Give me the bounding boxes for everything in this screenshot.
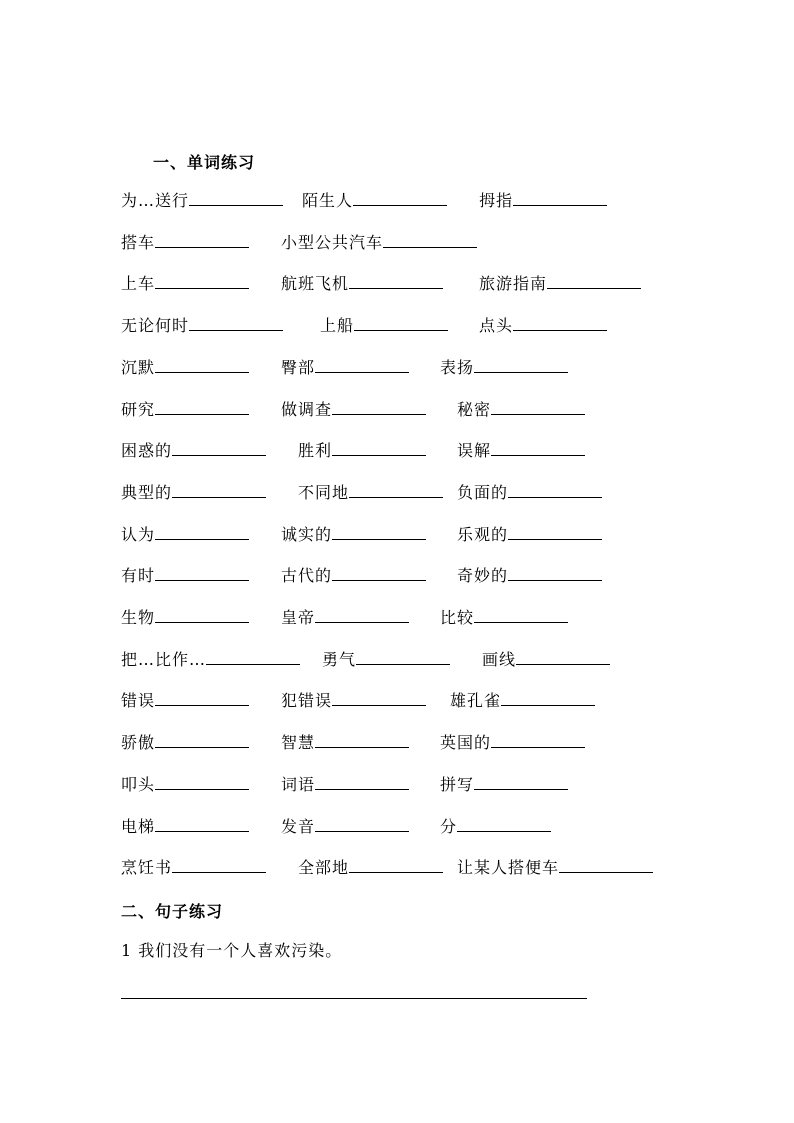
vocabulary-item — [440, 774, 568, 796]
vocabulary-item — [281, 273, 443, 295]
vocabulary-item — [457, 857, 653, 879]
vocabulary-word: 拼写 — [440, 775, 475, 794]
answer-blank[interactable] — [332, 400, 426, 415]
sentence-answer-line[interactable] — [121, 998, 587, 999]
vocabulary-word: 叩头 — [121, 775, 156, 794]
vocabulary-word: 比较 — [440, 608, 475, 627]
vocabulary-item — [281, 774, 409, 796]
vocabulary-word: 研究 — [121, 400, 156, 419]
vocabulary-item — [440, 357, 568, 379]
vocabulary-row — [0, 273, 794, 295]
vocabulary-word: 有时 — [121, 566, 156, 585]
answer-blank[interactable] — [155, 233, 249, 248]
vocabulary-word: 航班飞机 — [281, 274, 350, 293]
vocabulary-word: 奇妙的 — [457, 566, 509, 585]
answer-blank[interactable] — [155, 358, 249, 373]
vocabulary-word: 古代的 — [281, 566, 333, 585]
answer-blank[interactable] — [155, 525, 249, 540]
answer-blank[interactable] — [155, 733, 249, 748]
vocabulary-row — [0, 565, 794, 587]
answer-blank[interactable] — [155, 566, 249, 581]
vocabulary-word: 做调查 — [281, 400, 333, 419]
sentence-item — [121, 940, 342, 962]
answer-blank[interactable] — [155, 691, 249, 706]
vocabulary-item — [302, 190, 447, 212]
answer-blank[interactable] — [172, 483, 266, 498]
vocabulary-item — [320, 315, 448, 337]
answer-blank[interactable] — [356, 650, 450, 665]
vocabulary-word: 陌生人 — [302, 191, 354, 210]
vocabulary-word: 诚实的 — [281, 525, 333, 544]
vocabulary-word: 胜利 — [298, 441, 333, 460]
vocabulary-item — [479, 273, 641, 295]
vocabulary-row — [0, 649, 794, 671]
answer-blank[interactable] — [155, 608, 249, 623]
vocabulary-word: 表扬 — [440, 358, 475, 377]
answer-blank[interactable] — [491, 400, 585, 415]
vocabulary-item — [121, 857, 266, 879]
vocabulary-word: 把…比作… — [121, 650, 207, 669]
answer-blank[interactable] — [332, 525, 426, 540]
vocabulary-item — [121, 315, 283, 337]
vocabulary-item — [281, 816, 409, 838]
vocabulary-word: 皇帝 — [281, 608, 316, 627]
vocabulary-row — [0, 607, 794, 629]
vocabulary-item — [298, 857, 443, 879]
vocabulary-word: 骄傲 — [121, 733, 156, 752]
answer-blank[interactable] — [315, 608, 409, 623]
answer-blank[interactable] — [559, 858, 653, 873]
vocabulary-word: 误解 — [457, 441, 492, 460]
vocabulary-item — [457, 565, 602, 587]
answer-blank[interactable] — [353, 191, 447, 206]
vocabulary-item — [457, 399, 585, 421]
vocabulary-row — [0, 482, 794, 504]
answer-blank[interactable] — [547, 274, 641, 289]
answer-blank[interactable] — [474, 358, 568, 373]
answer-blank[interactable] — [315, 775, 409, 790]
vocabulary-item — [457, 482, 602, 504]
answer-blank[interactable] — [491, 441, 585, 456]
vocabulary-row — [0, 357, 794, 379]
answer-blank[interactable] — [155, 274, 249, 289]
vocabulary-item — [281, 732, 409, 754]
vocabulary-word: 勇气 — [322, 650, 357, 669]
answer-blank[interactable] — [315, 358, 409, 373]
vocabulary-word: 错误 — [121, 691, 156, 710]
vocabulary-row — [0, 524, 794, 546]
answer-blank[interactable] — [474, 775, 568, 790]
vocabulary-item — [121, 399, 249, 421]
answer-blank[interactable] — [508, 566, 602, 581]
answer-blank[interactable] — [206, 650, 300, 665]
vocabulary-item — [281, 399, 426, 421]
vocabulary-item — [281, 690, 426, 712]
answer-blank[interactable] — [189, 316, 283, 331]
sentence-text: 我们没有一个人喜欢污染。 — [138, 941, 343, 960]
vocabulary-item — [440, 607, 568, 629]
vocabulary-item — [281, 232, 477, 254]
vocabulary-word: 让某人搭便车 — [457, 858, 560, 877]
vocabulary-word: 拇指 — [479, 191, 514, 210]
vocabulary-word: 乐观的 — [457, 525, 509, 544]
vocabulary-row — [0, 857, 794, 879]
section-title-vocabulary: 一、单词练习 — [153, 153, 256, 172]
answer-blank[interactable] — [172, 441, 266, 456]
answer-blank[interactable] — [349, 483, 443, 498]
vocabulary-word: 上车 — [121, 274, 156, 293]
vocabulary-item — [440, 732, 585, 754]
vocabulary-item — [121, 607, 249, 629]
vocabulary-item — [121, 732, 249, 754]
answer-blank[interactable] — [349, 858, 443, 873]
vocabulary-row — [0, 399, 794, 421]
answer-blank[interactable] — [474, 608, 568, 623]
vocabulary-word: 小型公共汽车 — [281, 233, 384, 252]
vocabulary-item — [121, 649, 300, 671]
vocabulary-item — [121, 190, 283, 212]
answer-blank[interactable] — [513, 191, 607, 206]
vocabulary-item — [121, 232, 249, 254]
answer-blank[interactable] — [508, 525, 602, 540]
vocabulary-word: 为…送行 — [121, 191, 190, 210]
vocabulary-item — [482, 649, 610, 671]
answer-blank[interactable] — [172, 858, 266, 873]
vocabulary-word: 点头 — [479, 316, 514, 335]
vocabulary-word: 搭车 — [121, 233, 156, 252]
answer-blank[interactable] — [513, 316, 607, 331]
answer-blank[interactable] — [491, 733, 585, 748]
vocabulary-item — [121, 482, 266, 504]
vocabulary-word: 烹饪书 — [121, 858, 173, 877]
answer-blank[interactable] — [508, 483, 602, 498]
vocabulary-word: 负面的 — [457, 483, 509, 502]
vocabulary-item — [281, 565, 426, 587]
answer-blank[interactable] — [349, 274, 443, 289]
vocabulary-word: 分 — [440, 817, 458, 836]
sentence-number: 1 — [121, 941, 133, 960]
vocabulary-item — [281, 357, 409, 379]
vocabulary-item — [121, 524, 249, 546]
vocabulary-word: 臀部 — [281, 358, 316, 377]
vocabulary-word: 雄孔雀 — [450, 691, 502, 710]
vocabulary-row — [0, 315, 794, 337]
answer-blank[interactable] — [332, 566, 426, 581]
vocabulary-item — [121, 273, 249, 295]
answer-blank[interactable] — [155, 775, 249, 790]
vocabulary-row — [0, 440, 794, 462]
vocabulary-item — [298, 440, 426, 462]
vocabulary-item — [322, 649, 450, 671]
vocabulary-word: 沉默 — [121, 358, 156, 377]
vocabulary-item — [121, 690, 249, 712]
vocabulary-item — [281, 524, 426, 546]
vocabulary-item — [457, 440, 585, 462]
vocabulary-word: 秘密 — [457, 400, 492, 419]
vocabulary-item — [281, 607, 409, 629]
vocabulary-word: 发音 — [281, 817, 316, 836]
vocabulary-word: 认为 — [121, 525, 156, 544]
vocabulary-word: 无论何时 — [121, 316, 190, 335]
vocabulary-item — [479, 315, 607, 337]
answer-blank[interactable] — [457, 817, 551, 832]
vocabulary-item — [121, 440, 266, 462]
vocabulary-word: 英国的 — [440, 733, 492, 752]
vocabulary-word: 困惑的 — [121, 441, 173, 460]
vocabulary-word: 犯错误 — [281, 691, 333, 710]
vocabulary-row — [0, 690, 794, 712]
vocabulary-item — [440, 816, 551, 838]
vocabulary-item — [298, 482, 443, 504]
vocabulary-word: 智慧 — [281, 733, 316, 752]
answer-blank[interactable] — [155, 400, 249, 415]
answer-blank[interactable] — [189, 191, 283, 206]
vocabulary-item — [121, 357, 249, 379]
vocabulary-row — [0, 816, 794, 838]
section-title-sentences: 二、句子练习 — [121, 902, 224, 921]
vocabulary-row — [0, 774, 794, 796]
vocabulary-item — [121, 774, 249, 796]
answer-blank[interactable] — [354, 316, 448, 331]
vocabulary-word: 旅游指南 — [479, 274, 548, 293]
vocabulary-word: 全部地 — [298, 858, 350, 877]
vocabulary-word: 上船 — [320, 316, 355, 335]
answer-blank[interactable] — [315, 817, 409, 832]
answer-blank[interactable] — [332, 441, 426, 456]
vocabulary-item — [457, 524, 602, 546]
vocabulary-item — [121, 565, 249, 587]
answer-blank[interactable] — [155, 817, 249, 832]
vocabulary-item — [121, 816, 249, 838]
vocabulary-row — [0, 732, 794, 754]
vocabulary-word: 生物 — [121, 608, 156, 627]
vocabulary-word: 电梯 — [121, 817, 156, 836]
vocabulary-item — [450, 690, 595, 712]
answer-blank[interactable] — [516, 650, 610, 665]
vocabulary-word: 不同地 — [298, 483, 350, 502]
answer-blank[interactable] — [332, 691, 426, 706]
answer-blank[interactable] — [501, 691, 595, 706]
vocabulary-item — [479, 190, 607, 212]
answer-blank[interactable] — [383, 233, 477, 248]
vocabulary-word: 词语 — [281, 775, 316, 794]
vocabulary-word: 典型的 — [121, 483, 173, 502]
vocabulary-row — [0, 232, 794, 254]
vocabulary-row — [0, 190, 794, 212]
vocabulary-word: 画线 — [482, 650, 517, 669]
answer-blank[interactable] — [315, 733, 409, 748]
